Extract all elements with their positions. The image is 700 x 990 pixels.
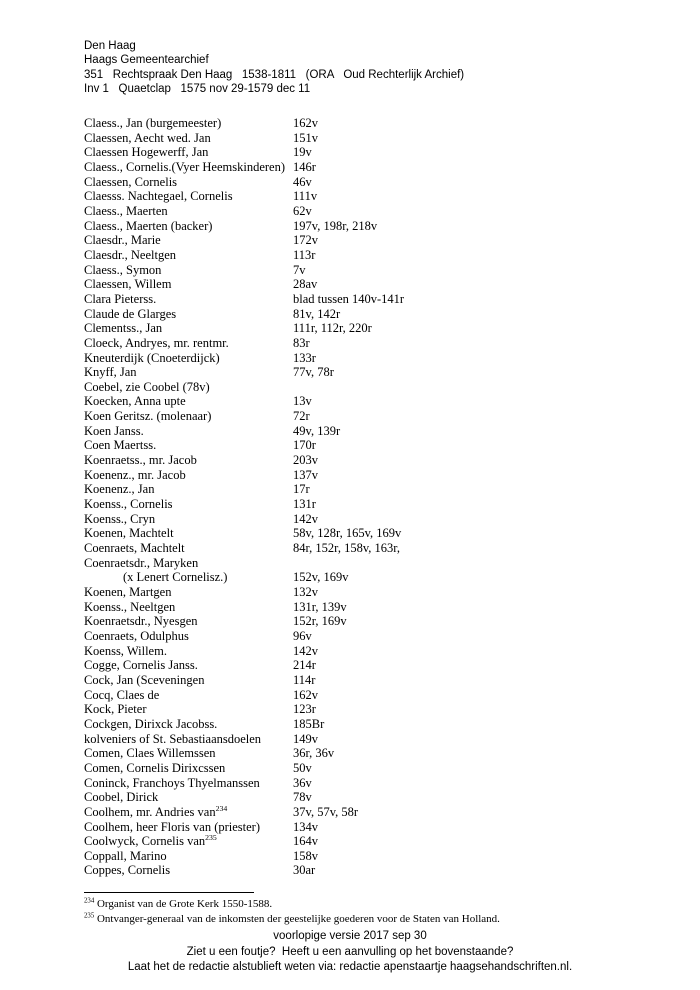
index-entry: [84, 160, 404, 175]
entry-name: Claess., Maerten (backer): [84, 218, 213, 233]
index-entry: [84, 717, 404, 732]
footnote-text: Organist van de Grote Kerk 1550-1588.: [96, 898, 273, 910]
entry-name: Koenss., Cryn: [84, 511, 156, 526]
entry-name: Coenraets, Machtelt: [84, 541, 185, 556]
entry-ref: 149v: [293, 731, 318, 746]
entry-name: Koenenz., Jan: [84, 482, 155, 497]
index-list: [84, 116, 404, 878]
footnote-marker: 234: [84, 897, 95, 905]
index-entry: [84, 702, 404, 717]
index-entry: [84, 629, 404, 644]
index-entry: [84, 189, 404, 204]
index-entry: [84, 834, 404, 849]
index-entry: [84, 468, 404, 483]
entry-name: Coolhem, heer Floris van (priester): [84, 819, 260, 834]
entry-name: Claess., Cornelis.(Vyer Heemskinderen): [84, 159, 285, 174]
footnote-separator: [84, 892, 254, 893]
index-entry: [84, 292, 404, 307]
entry-name: Coen Maertss.: [84, 438, 157, 453]
footnote: [84, 897, 500, 912]
entry-name: Koen Janss.: [84, 423, 144, 438]
entry-name: Coolwyck, Cornelis van$^{235}$: [84, 833, 217, 849]
entry-name: Claesss. Nachtegael, Cornelis: [84, 189, 233, 204]
entry-ref: 114r: [293, 672, 316, 687]
index-entry: [84, 497, 404, 512]
entry-name: Koenenz., mr. Jacob: [84, 467, 186, 482]
entry-name: Clara Pieterss.: [84, 291, 157, 306]
index-entry: [84, 482, 404, 497]
entry-ref: 142v: [293, 643, 318, 658]
entry-name: Coppall, Marino: [84, 848, 167, 863]
page-footer: [0, 929, 700, 976]
entry-name: Koenss, Willem.: [84, 643, 167, 658]
entry-ref: 132v: [293, 585, 318, 599]
footnote-marker: 235: [84, 912, 95, 920]
entry-ref: 185Br: [293, 716, 325, 731]
entry-ref: 36v: [293, 775, 312, 790]
header-line: Haags Gemeentearchief: [84, 54, 209, 67]
entry-ref: 131r: [293, 497, 316, 512]
index-entry: [84, 863, 404, 878]
entry-ref: 7v: [293, 262, 306, 277]
footnote-marker: 234: [215, 803, 228, 813]
index-entry: [84, 790, 404, 805]
entry-ref: 133r: [293, 350, 316, 365]
entry-name: Comen, Cornelis Dirixcssen: [84, 760, 226, 775]
index-entry: [84, 746, 404, 761]
index-entry: [84, 585, 404, 600]
entry-ref: 137v: [293, 467, 318, 482]
footnote: [84, 912, 500, 927]
index-entry: [84, 131, 404, 146]
entry-name: Koenen, Martgen: [84, 585, 172, 599]
index-entry: [84, 321, 404, 336]
entry-ref: 172v: [293, 233, 318, 248]
entry-ref: 36r, 36v: [293, 746, 335, 761]
entry-ref: 146r: [293, 159, 316, 174]
index-entry: [84, 673, 404, 688]
entry-ref: 96v: [293, 628, 312, 643]
index-entry: [84, 394, 404, 409]
entry-name: Cloeck, Andryes, mr. rentmr.: [84, 335, 229, 350]
index-entry: [84, 424, 404, 439]
index-entry: [84, 541, 404, 556]
entry-ref: 197v, 198r, 218v: [293, 218, 378, 233]
entry-ref: 151v: [293, 130, 318, 145]
entry-ref: 62v: [293, 203, 312, 218]
entry-name: Claessen Hogewerff, Jan: [84, 145, 209, 160]
entry-name: Cogge, Cornelis Janss.: [84, 658, 198, 673]
footer-line: voorlopige versie 2017 sep 30: [273, 930, 427, 942]
entry-ref: 111v: [293, 189, 318, 204]
header-line: Den Haag: [84, 40, 136, 52]
header-line: 351 Rechtspraak Den Haag 1538-1811 (ORA Oud Rechterlijk Archief): [84, 68, 465, 81]
entry-ref: 37v, 57v, 58r: [293, 804, 359, 819]
entry-ref: 46v: [293, 174, 312, 189]
index-entry: [84, 526, 404, 541]
entry-ref: 17r: [293, 482, 310, 497]
entry-ref: 30ar: [293, 863, 316, 878]
entry-name: Coenraets, Odulphus: [84, 628, 189, 643]
entry-ref: 142v: [293, 511, 318, 526]
index-entry: [84, 277, 404, 292]
entry-name: Claess., Maerten: [84, 203, 168, 218]
entry-name: Koecken, Anna upte: [84, 394, 186, 409]
index-entry: [84, 732, 404, 747]
entry-name: Koenraetss., mr. Jacob: [84, 453, 197, 468]
entry-ref: 162v: [293, 116, 318, 130]
header-line: Inv 1 Quaetclap 1575 nov 29-1579 dec 11: [84, 82, 311, 95]
entry-ref: 152r, 169v: [293, 614, 347, 629]
index-entry: [84, 145, 404, 160]
index-entry: [84, 688, 404, 703]
entry-name: Coolhem, mr. Andries van$^{234}$: [84, 803, 228, 819]
index-entry: [84, 175, 404, 190]
entry-name: Claess., Symon: [84, 262, 162, 277]
index-entry: [84, 409, 404, 424]
entry-name: Coenraetsdr., Maryken: [84, 555, 199, 570]
index-entry: [84, 116, 404, 131]
entry-ref: 214r: [293, 658, 316, 673]
entry-name: Claessen, Aecht wed. Jan: [84, 130, 211, 145]
index-entry: [84, 204, 404, 219]
footnote-marker: 235: [205, 833, 217, 842]
index-entry: [84, 365, 404, 380]
index-entry: [84, 307, 404, 322]
entry-ref: 84r, 152r, 158v, 163r,: [293, 541, 401, 556]
entry-ref: 134v: [293, 819, 318, 834]
entry-name: Kock, Pieter: [84, 702, 147, 717]
entry-name: Claesdr., Neeltgen: [84, 247, 176, 262]
entry-ref: 72r: [293, 409, 310, 424]
entry-name: (x Lenert Cornelisz.): [123, 570, 228, 585]
index-entry: [84, 453, 404, 468]
entry-ref: 50v: [293, 760, 312, 775]
entry-name: Coppes, Cornelis: [84, 863, 171, 878]
entry-name: Cock, Jan (Sceveningen: [84, 672, 205, 687]
index-entry: [84, 644, 404, 659]
footer-line: Laat het de redactie alstublieft weten via: redactie apenstaartje haagsehandschriften.nl.: [127, 961, 573, 974]
entry-ref: 131r, 139v: [293, 599, 347, 614]
index-entry: [84, 263, 404, 278]
index-entry: [84, 570, 404, 585]
entry-ref: 203v: [293, 453, 318, 468]
index-entry: [84, 776, 404, 791]
entry-ref: 111r, 112r, 220r: [293, 321, 372, 336]
entry-ref: 77v, 78r: [293, 365, 334, 380]
index-entry: [84, 805, 404, 820]
entry-ref: 162v: [293, 687, 318, 702]
entry-name: Clementss., Jan: [84, 321, 163, 336]
index-entry: [84, 820, 404, 835]
footnote-text: Ontvanger-generaal van de inkomsten der geestelijke goederen voor de Staten van Holland.: [96, 913, 500, 925]
entry-ref: 113r: [293, 247, 316, 262]
entry-name: Claessen, Cornelis: [84, 174, 178, 189]
entry-ref: 58v, 128r, 165v, 169v: [293, 526, 402, 541]
index-entry: [84, 512, 404, 527]
index-entry: [84, 380, 404, 395]
entry-name: Koenen, Machtelt: [84, 526, 174, 541]
index-entry: [84, 438, 404, 453]
footer-line: Ziet u een foutje? Heeft u een aanvulling op het bovenstaande?: [186, 945, 514, 958]
entry-name: Cocq, Claes de: [84, 687, 160, 702]
entry-name: Claude de Glarges: [84, 306, 177, 321]
entry-ref: 123r: [293, 702, 316, 717]
entry-ref: 49v, 139r: [293, 423, 341, 438]
entry-name: Coebel, zie Coobel (78v): [84, 379, 210, 394]
entry-ref: 170r: [293, 438, 316, 453]
entry-ref: 81v, 142r: [293, 306, 341, 321]
entry-ref: 152v, 169v: [293, 570, 349, 585]
entry-name: Coobel, Dirick: [84, 790, 159, 805]
entry-name: Claesdr., Marie: [84, 233, 161, 248]
index-entry: [84, 658, 404, 673]
entry-name: Comen, Claes Willemssen: [84, 746, 216, 761]
entry-ref: 83r: [293, 335, 310, 350]
entry-name: Claess., Jan (burgemeester): [84, 116, 222, 130]
entry-name: Knyff, Jan: [84, 365, 137, 380]
index-entry: [84, 219, 404, 234]
footnotes: [84, 897, 500, 927]
index-entry: [84, 614, 404, 629]
entry-name: Koenss., Cornelis: [84, 497, 173, 512]
entry-name: kolveniers of St. Sebastiaansdoelen: [84, 731, 262, 746]
index-entry: [84, 233, 404, 248]
index-entry: [84, 849, 404, 864]
entry-ref: 158v: [293, 848, 318, 863]
entry-ref: 164v: [293, 834, 318, 849]
entry-name: Koenss., Neeltgen: [84, 599, 176, 614]
entry-ref: 78v: [293, 790, 312, 805]
entry-name: Koenraetsdr., Nyesgen: [84, 614, 198, 629]
entry-name: Claessen, Willem: [84, 277, 172, 292]
index-entry: [84, 336, 404, 351]
index-entry: [84, 351, 404, 366]
index-entry: [84, 248, 404, 263]
index-entry: [84, 600, 404, 615]
entry-name: Koen Geritsz. (molenaar): [84, 409, 212, 424]
entry-ref: 19v: [293, 145, 312, 160]
document-header: [84, 39, 464, 96]
entry-ref: 13v: [293, 394, 312, 409]
entry-name: Cockgen, Dirixck Jacobss.: [84, 716, 218, 731]
index-entry: [84, 556, 404, 571]
index-entry: [84, 761, 404, 776]
entry-name: Coninck, Franchoys Thyelmanssen: [84, 775, 260, 790]
entry-name: Kneuterdijk (Cnoeterdijck): [84, 350, 220, 365]
entry-ref: blad tussen 140v-141r: [293, 291, 405, 306]
entry-ref: 28av: [293, 277, 318, 292]
